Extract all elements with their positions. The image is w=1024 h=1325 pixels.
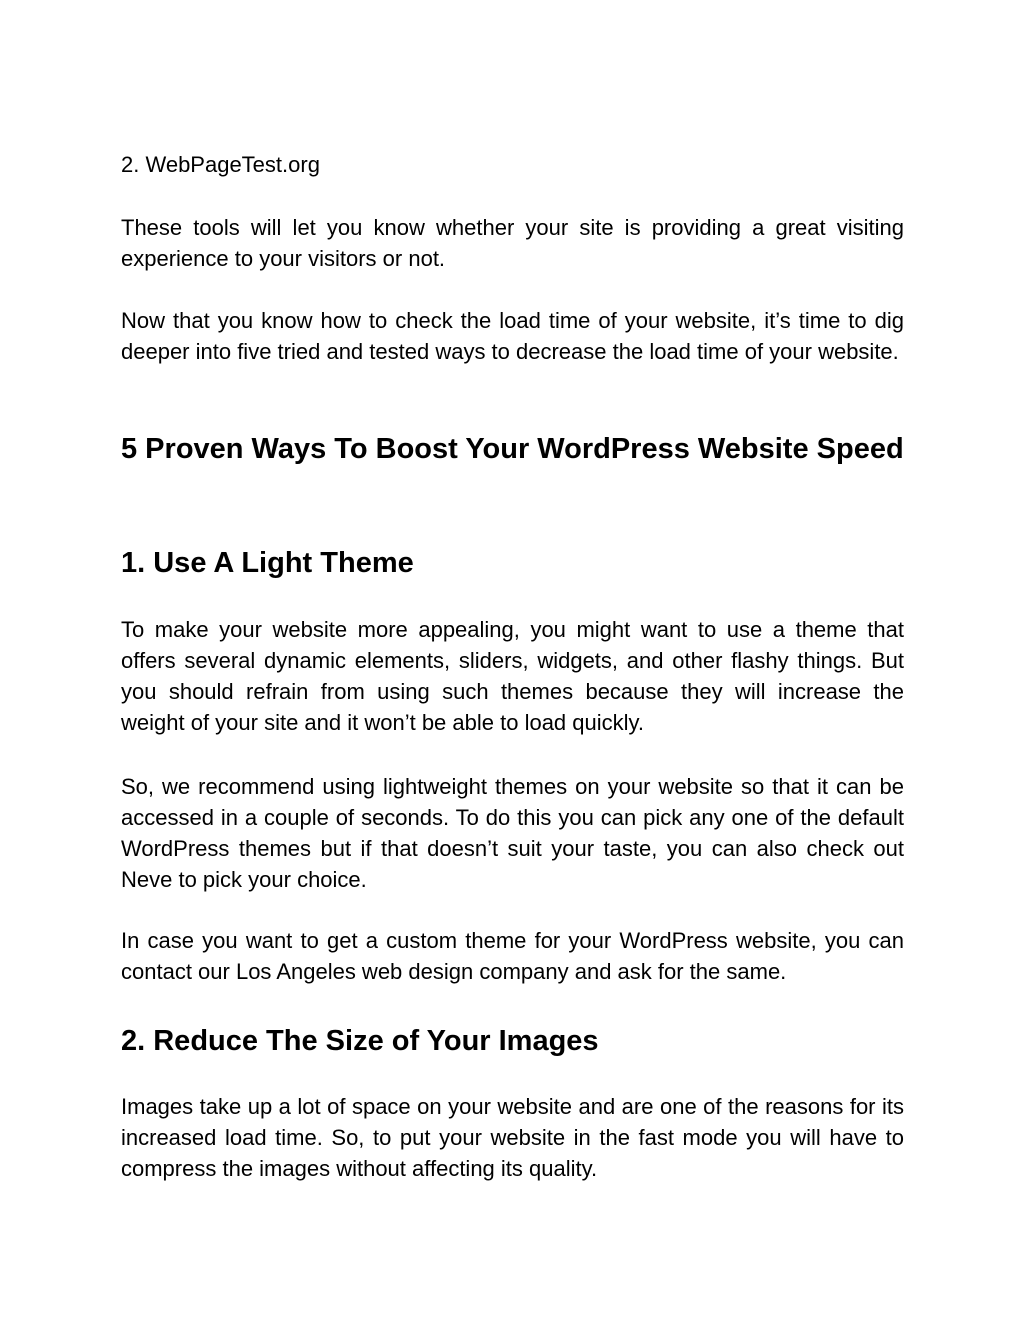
subheading-light-theme: 1. Use A Light Theme bbox=[121, 547, 414, 579]
paragraph-images: Images take up a lot of space on your website and are one of the reasons for its increased load time. So, to put your website in the fast mode you will have to compress the images without affecting its quality. bbox=[121, 1094, 904, 1181]
paragraph-tools: These tools will let you know whether your site is providing a great visiting experience to your visitors or not. bbox=[121, 215, 904, 271]
paragraph-theme-appeal: To make your website more appealing, you might want to use a theme that offers several dynamic elements, sliders, widgets, and other flashy things. But you should refrain from using such themes because they will increase the weight of your site and it won’t be able to load quickly. bbox=[121, 617, 904, 735]
subheading-reduce-images: 2. Reduce The Size of Your Images bbox=[121, 1025, 599, 1057]
paragraph-theme-recommend: So, we recommend using lightweight themes on your website so that it can be accessed in a couple of seconds. To do this you can pick any one of the default WordPress themes but if that doesn’t suit your taste, you can also check out Neve to pick your choice. bbox=[121, 774, 904, 892]
list-item-webpagetest: 2. WebPageTest.org bbox=[121, 152, 320, 177]
paragraph-now: Now that you know how to check the load time of your website, it’s time to dig deeper into five tried and tested ways to decrease the load time of your website. bbox=[121, 308, 904, 364]
paragraph-theme-custom: In case you want to get a custom theme for your WordPress website, you can contact our Los Angeles web design company and ask for the same. bbox=[121, 928, 904, 984]
document-page bbox=[121, 0, 904, 1325]
section-heading-proven-ways: 5 Proven Ways To Boost Your WordPress Website Speed bbox=[121, 433, 904, 465]
